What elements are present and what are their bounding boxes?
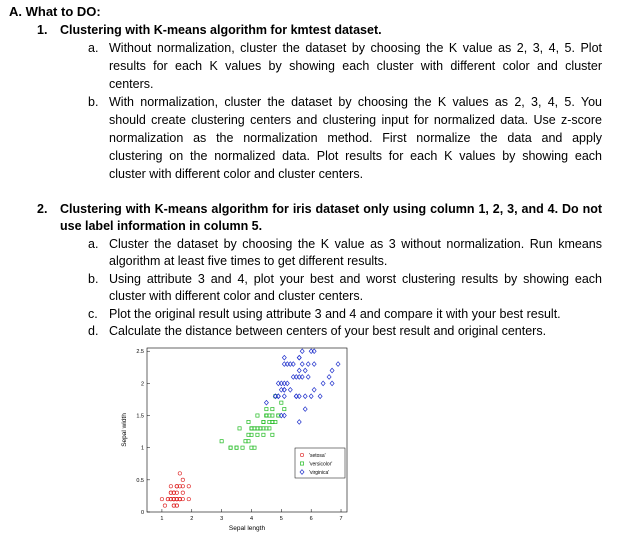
point-2-49 <box>282 394 286 399</box>
item-1a-label: a. <box>88 41 99 55</box>
point-1-27 <box>280 401 283 404</box>
section-heading: A. What to DO: <box>9 4 101 19</box>
point-2-11 <box>288 388 292 393</box>
point-2-43 <box>306 362 310 367</box>
y-tick-label-1: 0.5 <box>136 477 144 484</box>
point-2-7 <box>318 394 322 399</box>
item-2d-label: d. <box>88 324 99 338</box>
item-1-title: Clustering with K-means algorithm for kmtest dataset. <box>60 23 382 37</box>
item-1a-line-1: Without normalization, cluster the dataset by choosing the K value as 2, 3, 4, 5. Plot <box>109 41 602 55</box>
point-2-31 <box>321 381 325 386</box>
point-2-8 <box>303 394 307 399</box>
y-tick-label-0: 0 <box>140 510 144 516</box>
legend-entry-2: 'virginica' <box>309 470 330 476</box>
point-2-40 <box>297 355 301 360</box>
y-tick-label-4: 2 <box>140 381 144 388</box>
point-0-18 <box>181 491 184 494</box>
item-2a-label: a. <box>88 237 99 251</box>
point-0-24 <box>187 497 190 500</box>
point-0-13 <box>163 504 166 507</box>
point-1-10 <box>235 446 238 449</box>
point-1-15 <box>262 420 265 423</box>
point-2-34 <box>297 420 301 425</box>
point-2-22 <box>330 381 334 386</box>
point-1-31 <box>241 446 244 449</box>
point-1-23 <box>271 433 274 436</box>
point-2-6 <box>264 400 268 405</box>
item-1b-line-4: clustering on the normalized data. Plot results for each K values by showing each <box>109 149 602 163</box>
item-1a-line-3: centers. <box>109 77 154 91</box>
item-1b-line-2: should create clustering centers and clustering input for normalized data. Use z-score <box>109 113 602 127</box>
item-1b-line-5: cluster with different color and cluster centers. <box>109 167 364 181</box>
plot-axes-box <box>147 348 347 512</box>
item-1b-line-1: With normalization, cluster the dataset by choosing the K values as 2, 3, 4, 5. You <box>109 95 602 109</box>
y-tick-label-5: 2.5 <box>136 349 144 356</box>
point-0-16 <box>169 485 172 488</box>
point-1-35 <box>265 407 268 410</box>
y-tick-label-3: 1.5 <box>136 413 144 420</box>
series-0 <box>160 472 190 508</box>
point-0-44 <box>187 485 190 488</box>
item-2d-line-1: Calculate the distance between centers of your best result and original centers. <box>109 324 547 338</box>
point-2-44 <box>300 349 304 354</box>
item-2c-label: c. <box>88 307 98 321</box>
x-tick-label-6: 7 <box>339 516 343 522</box>
legend-entry-0: 'setosa' <box>309 453 326 459</box>
point-2-36 <box>297 355 301 360</box>
point-2-2 <box>306 375 310 380</box>
item-2c-line-1: Plot the original result using attribute 3 and 4 and compare it with your best result. <box>109 307 561 321</box>
series-1 <box>220 395 286 450</box>
x-axis-label: Sepal length <box>228 525 266 532</box>
x-tick-label-2: 3 <box>220 516 224 522</box>
y-axis-label: Sepal width <box>121 413 128 447</box>
item-2a-line-1: Cluster the dataset by choosing the K value as 3 without normalization. Run kmeans <box>109 237 602 251</box>
item-1b-line-3: normalization as the normalization method. First normalize the data and apply <box>109 131 602 145</box>
point-2-32 <box>297 368 301 373</box>
item-2-number: 2. <box>37 202 48 216</box>
point-1-11 <box>256 414 259 417</box>
x-tick-label-4: 5 <box>279 516 283 522</box>
point-2-5 <box>327 375 331 380</box>
x-tick-label-1: 2 <box>190 516 194 522</box>
item-2b-line-2: cluster with different color and cluster centers. <box>109 289 364 303</box>
item-1b-label: b. <box>88 95 99 109</box>
x-tick-label-3: 4 <box>249 516 254 522</box>
point-2-17 <box>330 368 334 373</box>
item-2-line-1: Clustering with K-means algorithm for iris dataset only using column 1, 2, 3, and 4. Do not <box>60 202 602 216</box>
point-1-14 <box>238 427 241 430</box>
x-tick-label-0: 1 <box>160 516 164 522</box>
y-tick-label-2: 1 <box>140 445 144 452</box>
legend <box>295 448 345 478</box>
item-2b-label: b. <box>88 272 99 286</box>
item-1-number: 1. <box>37 23 48 37</box>
legend-entry-1: 'versicolor' <box>309 461 333 468</box>
point-2-18 <box>336 362 340 367</box>
point-0-23 <box>181 478 184 481</box>
point-1-45 <box>256 433 259 436</box>
item-1a-line-2: results for each K values by showing each cluster with different color and cluster <box>109 59 602 73</box>
axis-ticks <box>136 349 342 522</box>
point-2-25 <box>309 394 313 399</box>
point-0-43 <box>178 472 181 475</box>
point-1-6 <box>271 407 274 410</box>
point-1-43 <box>229 446 232 449</box>
item-2a-line-2: algorithm at least five times to get different results. <box>109 254 388 268</box>
point-1-40 <box>262 433 265 436</box>
item-2b-line-1: Using attribute 3 and 4, plot your best and worst clustering results by showing each <box>109 272 602 286</box>
point-2-30 <box>312 388 316 393</box>
point-2-4 <box>303 368 307 373</box>
x-tick-label-5: 6 <box>309 516 313 522</box>
point-0-22 <box>160 497 163 500</box>
point-1-9 <box>247 420 250 423</box>
point-2-20 <box>300 362 304 367</box>
iris-scatter-plot <box>112 340 352 538</box>
point-2-14 <box>282 355 286 360</box>
point-2-35 <box>312 362 316 367</box>
point-1-29 <box>235 446 238 449</box>
point-1-48 <box>220 440 223 443</box>
data-points <box>160 349 340 507</box>
point-1-7 <box>229 446 232 449</box>
series-2 <box>264 349 340 424</box>
point-1-33 <box>283 407 286 410</box>
point-1-25 <box>262 420 265 423</box>
point-2-29 <box>303 407 307 412</box>
item-2-line-2: use label information in column 5. <box>60 219 263 233</box>
